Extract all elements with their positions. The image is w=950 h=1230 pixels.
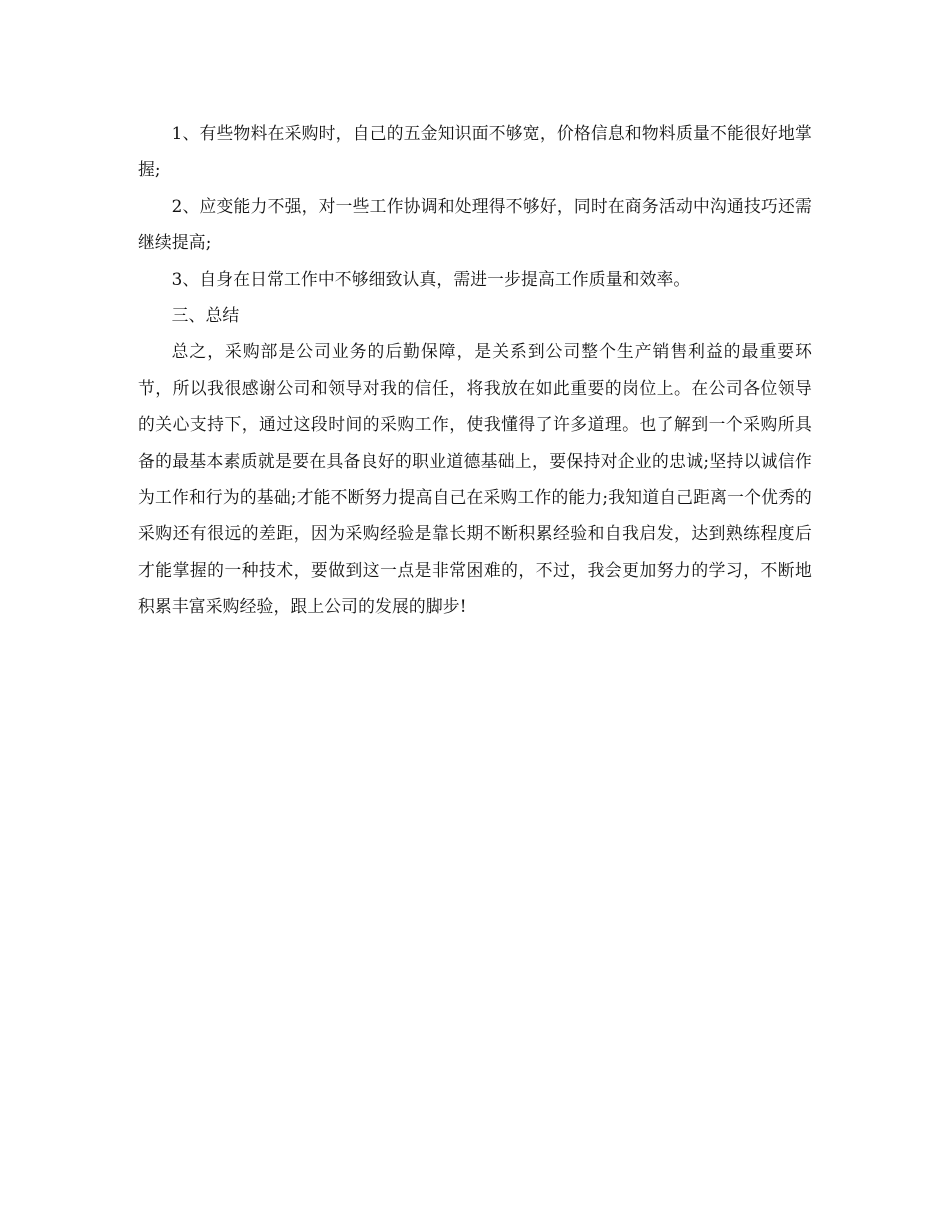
section-heading-summary: 三、总结 <box>171 305 240 326</box>
document-body <box>138 115 812 625</box>
paragraph-weakness-2: 2、应变能力不强，对一些工作协调和处理得不够好，同时在商务活动中沟通技巧还需继续提高; <box>138 195 812 253</box>
paragraph-weakness-3: 3、自身在日常工作中不够细致认真，需进一步提高工作质量和效率。 <box>171 268 691 289</box>
paragraph-weakness-1: 1、有些物料在采购时，自己的五金知识面不够宽，价格信息和物料质量不能很好地掌握; <box>138 123 812 180</box>
paragraph-summary: 总之，采购部是公司业务的后勤保障，是关系到公司整个生产销售利益的最重要环节，所以我很感谢公司和领导对我的信任，将我放在如此重要的岗位上。在公司各位领导的关心支持下，通过这段时间的采购工作，使我懂得了许多道理。也了解到一个采购所具备的最基本素质就是要在具备良好的职业道德基础上，要保持对企业的忠诚;坚持以诚信作为工作和行为的基础;才能不断努力提高自己在采购工作的能力;我知道自己距离一个优秀的采购还有很远的差距，因为采购经验是靠长期不断积累经验和自我启发，达到熟练程度后才能掌握的一种技术，要做到这一点是非常困难的，不过，我会更加努力的学习，不断地积累丰富采购经验，跟上公司的发展的脚步! <box>138 341 812 617</box>
